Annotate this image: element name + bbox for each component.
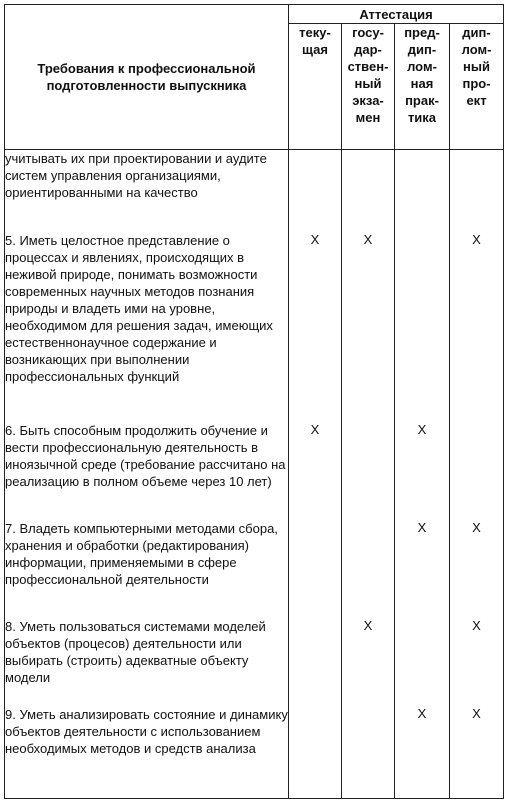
mark-current [289,706,342,799]
mark-state-exam: Х [342,232,395,422]
table-row [5,618,504,706]
mark-practice: Х [395,706,450,799]
mark-practice [395,618,450,706]
mark-project: Х [450,618,504,706]
mark-project [450,422,504,520]
table-row [5,422,504,520]
mark-state-exam [342,520,395,618]
mark-project: Х [450,520,504,618]
mark-current [289,618,342,706]
table-row [5,150,504,232]
mark-state-exam [342,422,395,520]
requirement-text: 5. Иметь целостное представление о процессах и явлениях, происходящих в неживой природе, понимать возможности современных научных методов познания природы и владеть ими на уровне, необходимом для решения задач, имеющих естественнонаучное содержание и возникающих при выполнении профессиональных функций [5,232,289,422]
requirement-text: 7. Владеть компьютерными методами сбора, хранения и обработки (редактирования) информации, применяемыми в сфере профессиональной деятельности [5,520,289,618]
mark-practice: Х [395,520,450,618]
mark-state-exam: Х [342,618,395,706]
mark-current: Х [289,232,342,422]
column-header-state-exam: госу- дар- ствен- ный экза- мен [342,24,395,150]
mark-current [289,520,342,618]
column-header-diploma-project: дип- лом- ный про- ект [450,24,504,150]
table-row [5,232,504,422]
table-row [5,520,504,618]
mark-practice [395,150,450,232]
requirement-text: 9. Уметь анализировать состояние и динамику объектов деятельности с использованием необходимых методов и средств анализа [5,706,289,799]
attestation-requirements-table [4,4,504,799]
requirements-column-header: Требования к профессиональной подготовленности выпускника [5,5,289,150]
requirement-text: 8. Уметь пользоваться системами моделей объектов (процесов) деятельности или выбирать (строить) адекватные объекту модели [5,618,289,706]
mark-current [289,150,342,232]
requirement-text: 6. Быть способным продолжить обучение и вести профессиональную деятельность в иноязычной среде (требование рассчитано на реализацию в полном объеме через 10 лет) [5,422,289,520]
requirement-text: учитывать их при проектировании и аудите систем управления организациями, ориентированными на качество [5,150,289,232]
mark-current: Х [289,422,342,520]
mark-project: Х [450,232,504,422]
attestation-header: Аттестация [289,5,504,24]
mark-project [450,150,504,232]
mark-state-exam [342,706,395,799]
column-header-current: теку- щая [289,24,342,150]
mark-practice [395,232,450,422]
table-row [5,706,504,799]
mark-practice: Х [395,422,450,520]
mark-state-exam [342,150,395,232]
mark-project: Х [450,706,504,799]
column-header-pre-diploma-practice: пред- дип- лом- ная прак- тика [395,24,450,150]
